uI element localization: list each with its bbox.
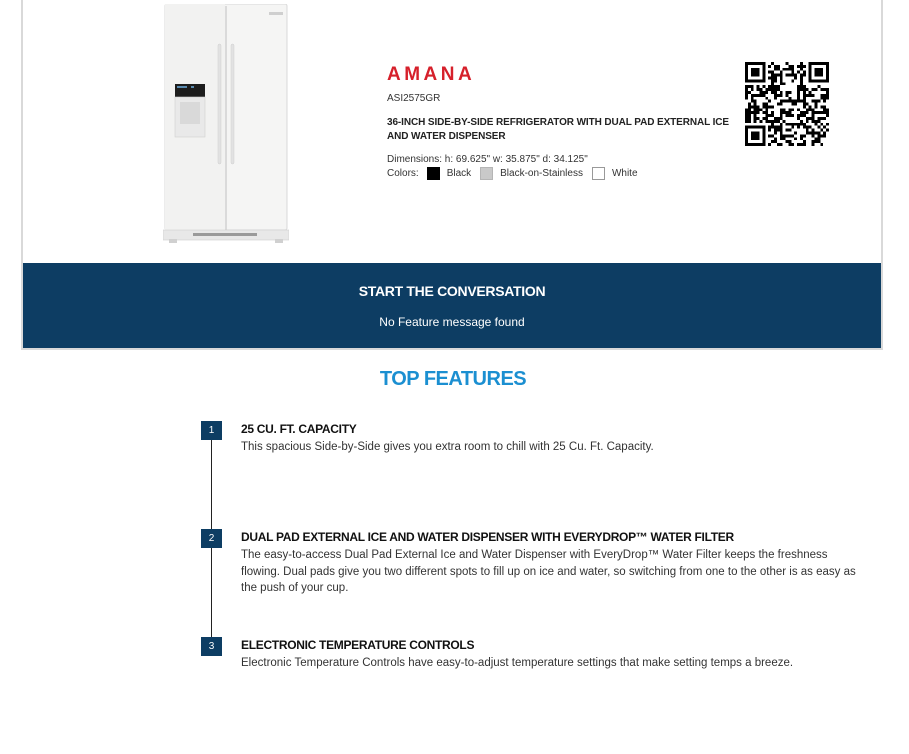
refrigerator-image (163, 4, 289, 244)
color-name-black: Black (446, 168, 472, 179)
color-swatch-white[interactable] (592, 167, 605, 180)
qr-code (745, 62, 829, 146)
color-swatch-black[interactable] (427, 167, 440, 180)
feature-description: The easy-to-access Dual Pad External Ice and Water Dispenser with EveryDrop™ Water Filter keeps the freshness flowing. Dual pads give you two different spots to fill up on ice and water, so switching from one to the other is as easy as the push of your cup. (241, 549, 856, 594)
feature-number-badge: 3 (201, 637, 222, 656)
feature-number-badge: 1 (201, 421, 222, 440)
model-number: ASI2575GR (387, 93, 441, 104)
feature-title: DUAL PAD EXTERNAL ICE AND WATER DISPENSER WITH EVERYDROP™ WATER FILTER (241, 530, 734, 544)
banner-heading: START THE CONVERSATION (358, 283, 546, 299)
brand-logo (387, 64, 475, 86)
feature-number-badge: 2 (201, 529, 222, 548)
color-options (387, 167, 647, 180)
feature-description: This spacious Side-by-Side gives you extra room to chill with 25 Cu. Ft. Capacity. (241, 441, 654, 453)
feature-item (241, 638, 861, 672)
feature-title: ELECTRONIC TEMPERATURE CONTROLS (241, 638, 475, 652)
product-dimensions: Dimensions: h: 69.625" w: 35.875" d: 34.125" (387, 154, 588, 165)
top-features-heading: TOP FEATURES (379, 368, 527, 390)
feature-title: 25 CU. FT. CAPACITY (241, 422, 357, 436)
color-name-black-on-stainless: Black-on-Stainless (500, 168, 583, 179)
product-card (21, 0, 883, 350)
banner-message: No Feature message found (379, 315, 525, 329)
colors-label: Colors: (387, 168, 419, 179)
color-swatch-black-on-stainless[interactable] (480, 167, 493, 180)
feature-item (241, 422, 861, 456)
conversation-banner (23, 263, 881, 348)
product-title: 36-INCH SIDE-BY-SIDE REFRIGERATOR WITH DUAL PAD EXTERNAL ICE AND WATER DISPENSER (387, 117, 729, 142)
color-name-white: White (611, 168, 638, 179)
feature-description: Electronic Temperature Controls have easy-to-adjust temperature settings that make setting temps a breeze. (241, 657, 794, 669)
feature-item (241, 530, 861, 597)
brand-logo-text: AMANA (387, 64, 476, 85)
